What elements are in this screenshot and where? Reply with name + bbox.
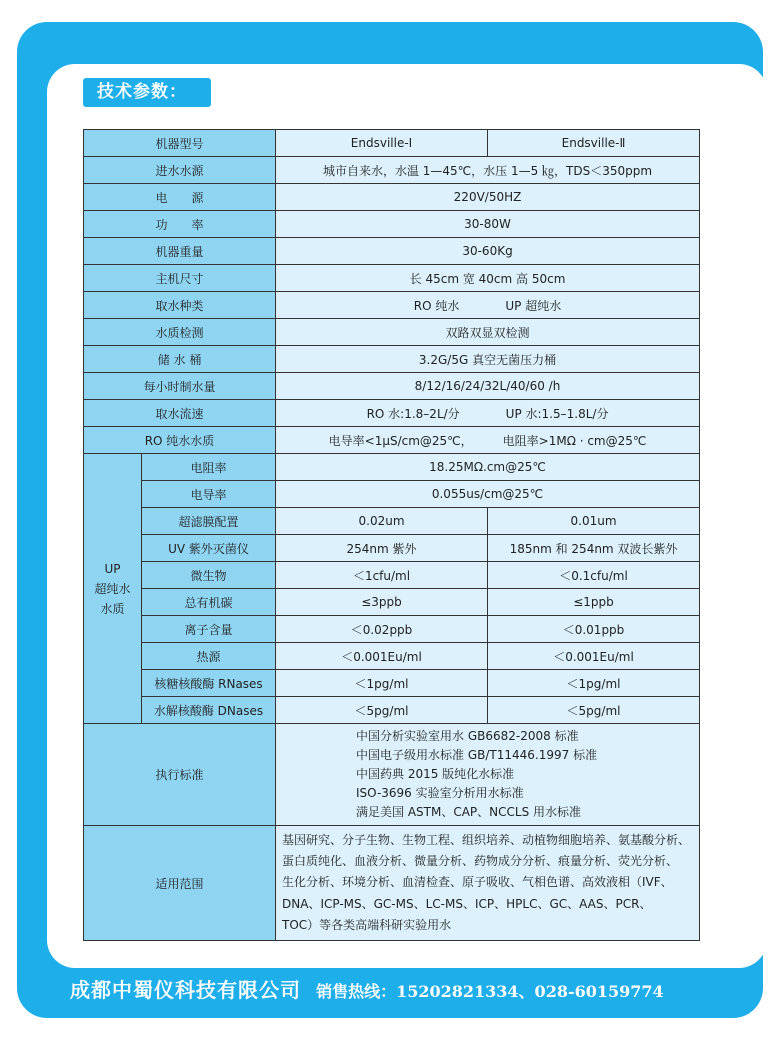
value-model-2: 185nm 和 254nm 双波长紫外 <box>488 535 700 562</box>
table-row <box>84 826 700 941</box>
model-2: Endsville-Ⅱ <box>488 130 700 157</box>
value-model-1: ＜1cfu/ml <box>276 562 488 589</box>
table-row <box>84 508 700 535</box>
value-model-2: 0.01um <box>488 508 700 535</box>
row-label: 取水流速 <box>84 400 276 427</box>
row-label: 电导率 <box>142 481 276 508</box>
spec-table <box>83 129 700 941</box>
row-label: 电 源 <box>84 184 276 211</box>
value-model-2: ＜0.001Eu/ml <box>488 643 700 670</box>
value-a: RO 水:1.8–2L/分 <box>366 406 460 421</box>
table-row <box>84 184 700 211</box>
row-value <box>276 292 700 319</box>
row-value: 18.25MΩ.cm@25℃ <box>276 454 700 481</box>
standard-item: 中国电子级用水标准 GB/T11446.1997 标准 <box>356 748 598 762</box>
value-a: 电导率<1μS/cm@25℃， <box>328 433 473 448</box>
application-line: 基因研究、分子生物、生物工程、组织培养、动植物细胞培养、氨基酸分析、 <box>282 833 691 847</box>
row-label: UV 紫外灭菌仪 <box>142 535 276 562</box>
value-model-2: ＜5pg/ml <box>488 697 700 724</box>
value-model-2: ≤1ppb <box>488 589 700 616</box>
value-model-1: 0.02um <box>276 508 488 535</box>
value-model-1: ＜5pg/ml <box>276 697 488 724</box>
value-model-1: 254nm 紫外 <box>276 535 488 562</box>
value-model-2: ＜0.1cfu/ml <box>488 562 700 589</box>
sales-hotline: 销售热线：15202821334、028-60159774 <box>316 982 664 1001</box>
application-line: 生化分析、环境分析、血清检查、原子吸收、气相色谱、高效液相（IVF、 <box>282 875 673 890</box>
row-label: 机器型号 <box>84 130 276 157</box>
table-row <box>84 211 700 238</box>
table-row <box>84 697 700 724</box>
row-label: 离子含量 <box>142 616 276 643</box>
row-label: 水质检测 <box>84 319 276 346</box>
row-value: 0.055us/cm@25℃ <box>276 481 700 508</box>
model-1: Endsville-Ⅰ <box>276 130 488 157</box>
row-label: 热源 <box>142 643 276 670</box>
category-line: 水质 <box>100 601 125 616</box>
table-row <box>84 643 700 670</box>
table-row <box>84 724 700 826</box>
table-row <box>84 292 700 319</box>
row-label: 微生物 <box>142 562 276 589</box>
row-value <box>276 400 700 427</box>
table-row <box>84 130 700 157</box>
row-label: RO 纯水水质 <box>84 427 276 454</box>
row-value: 220V/50HZ <box>276 184 700 211</box>
row-label: 电阻率 <box>142 454 276 481</box>
table-row <box>84 346 700 373</box>
value-model-2: ＜1pg/ml <box>488 670 700 697</box>
row-label: 每小时制水量 <box>84 373 276 400</box>
table-row <box>84 238 700 265</box>
standard-item: 中国药典 2015 版纯化水标准 <box>356 767 515 781</box>
table-row <box>84 535 700 562</box>
footer <box>70 974 770 1004</box>
row-value: 30-60Kg <box>276 238 700 265</box>
row-label: 机器重量 <box>84 238 276 265</box>
table-row <box>84 481 700 508</box>
applications-text <box>276 826 700 941</box>
row-value: 城市自来水，水温 1—45℃，水压 1—5 ㎏，TDS＜350ppm <box>276 157 700 184</box>
up-quality-category <box>84 454 142 724</box>
row-label: 主机尺寸 <box>84 265 276 292</box>
value-model-2: ＜0.01ppb <box>488 616 700 643</box>
application-line: TOC）等各类高端科研实验用水 <box>282 917 452 932</box>
table-row <box>84 562 700 589</box>
row-value <box>276 427 700 454</box>
company-name: 成都中蜀仪科技有限公司 <box>70 978 301 1002</box>
category-line: 超纯水 <box>94 581 131 596</box>
value-model-1: ＜1pg/ml <box>276 670 488 697</box>
row-value: 双路双显双检测 <box>276 319 700 346</box>
standards-list <box>276 724 700 826</box>
value-a: RO 纯水 <box>413 298 460 313</box>
row-label: 水解核酸酶 DNases <box>142 697 276 724</box>
row-value: 3.2G/5G 真空无菌压力桶 <box>276 346 700 373</box>
standard-item: 满足美国 ASTM、CAP、NCCLS 用水标准 <box>356 805 582 819</box>
value-b: UP 超纯水 <box>505 298 562 313</box>
row-value: 8/12/16/24/32L/40/60 /h <box>276 373 700 400</box>
value-model-1: ＜0.001Eu/ml <box>276 643 488 670</box>
value-b: 电阻率>1MΩ · cm@25℃ <box>502 433 647 448</box>
value-b: UP 水:1.5–1.8L/分 <box>505 406 609 421</box>
table-row <box>84 319 700 346</box>
row-label: 超滤膜配置 <box>142 508 276 535</box>
row-label: 总有机碳 <box>142 589 276 616</box>
category-line: UP <box>104 561 121 576</box>
value-model-1: ＜0.02ppb <box>276 616 488 643</box>
row-label: 取水种类 <box>84 292 276 319</box>
row-label: 储 水 桶 <box>84 346 276 373</box>
table-row <box>84 373 700 400</box>
application-line: DNA、ICP-MS、GC-MS、LC-MS、ICP、HPLC、GC、AAS、PCR、 <box>282 896 652 911</box>
table-row <box>84 454 700 481</box>
table-row <box>84 589 700 616</box>
standard-item: 中国分析实验室用水 GB6682-2008 标准 <box>356 729 579 743</box>
row-label: 核糖核酸酶 RNases <box>142 670 276 697</box>
row-label: 功 率 <box>84 211 276 238</box>
section-title: 技术参数： <box>83 78 211 107</box>
row-label: 进水水源 <box>84 157 276 184</box>
table-row <box>84 616 700 643</box>
table-row <box>84 670 700 697</box>
table-row <box>84 427 700 454</box>
row-label: 执行标准 <box>84 724 276 826</box>
row-label: 适用范围 <box>84 826 276 941</box>
row-value: 长 45cm 宽 40cm 高 50cm <box>276 265 700 292</box>
standard-item: ISO-3696 实验室分析用水标准 <box>356 786 524 800</box>
table-row <box>84 157 700 184</box>
value-model-1: ≤3ppb <box>276 589 488 616</box>
application-line: 蛋白质纯化、血液分析、微量分析、药物成分分析、痕量分析、荧光分析、 <box>282 854 679 869</box>
table-row <box>84 400 700 427</box>
row-value: 30-80W <box>276 211 700 238</box>
table-row <box>84 265 700 292</box>
